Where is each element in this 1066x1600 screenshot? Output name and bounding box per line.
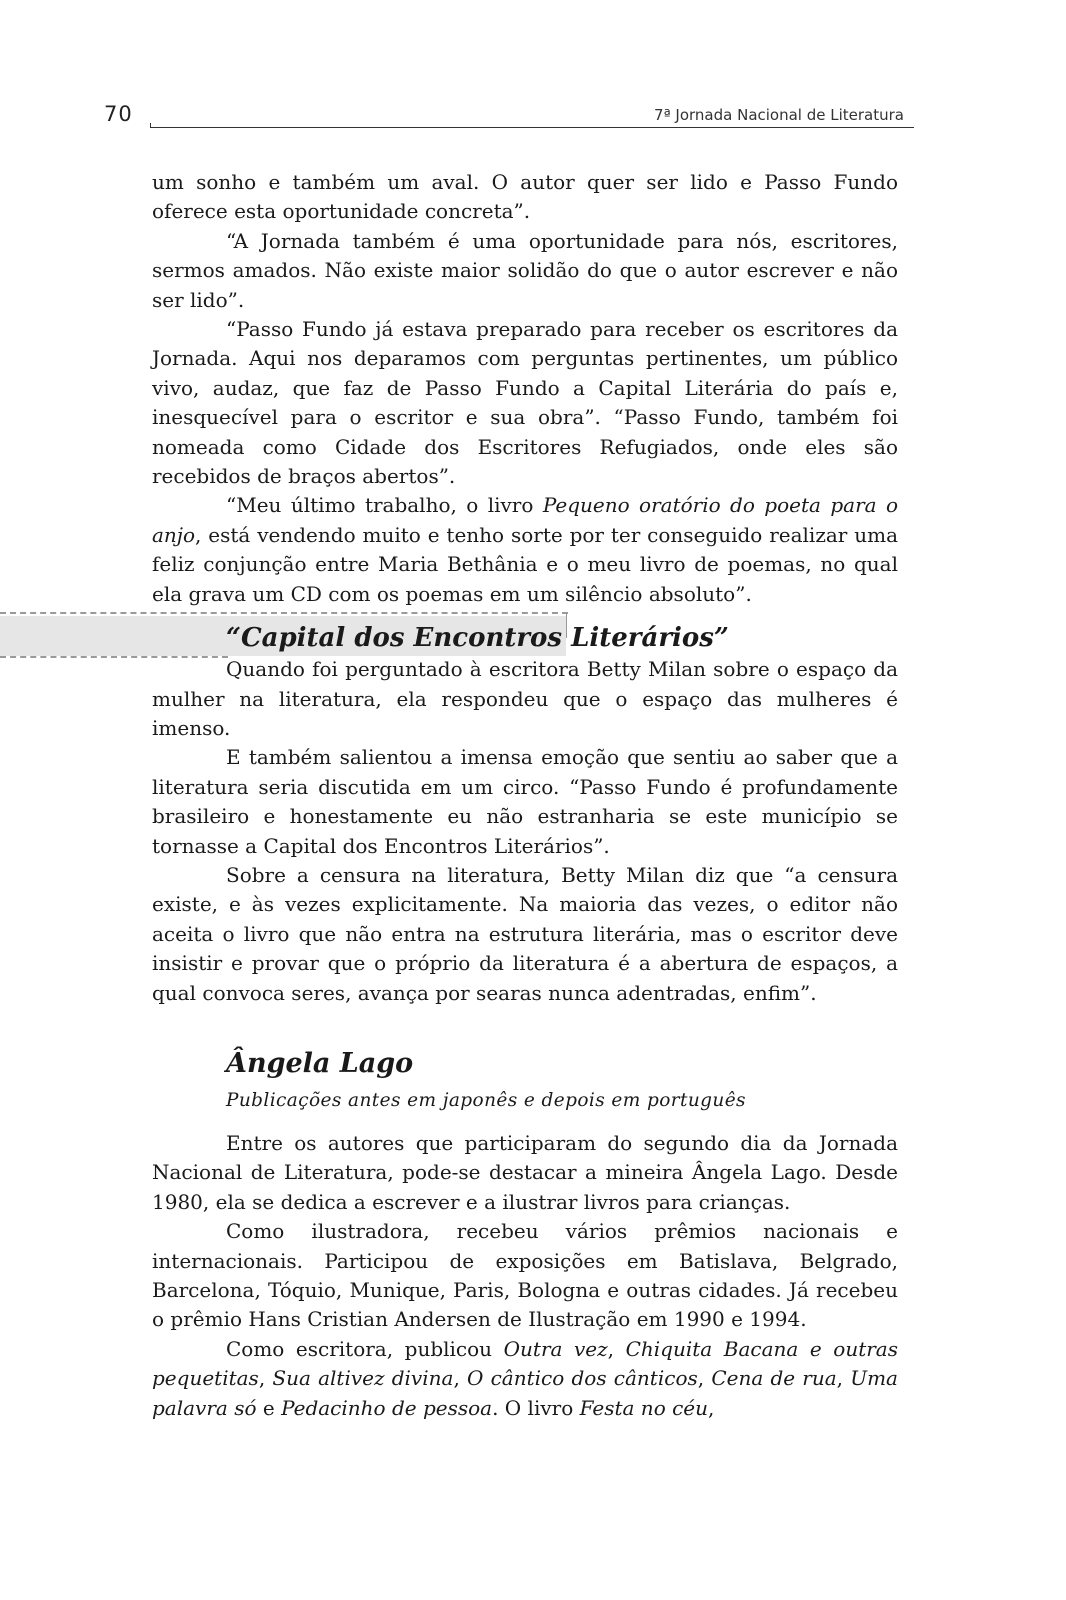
paragraph-text: , está vendendo muito e tenho sorte por ter conseguido realizar uma feliz conjunção entre Maria Bethânia e o meu livro de poemas, no qual ela grava um CD com os poemas em um silêncio absoluto”.: [152, 522, 898, 606]
paragraph-text: . O livro: [492, 1395, 580, 1420]
body-paragraph: [152, 491, 898, 609]
paragraph-text: ,: [708, 1395, 715, 1420]
paragraph-text: ,: [836, 1366, 851, 1391]
body-paragraph: [152, 227, 898, 315]
paragraph-text: ,: [607, 1336, 626, 1361]
paragraph-text: ,: [258, 1366, 273, 1391]
book-title: Pequeno oratório do poeta para o anjo: [152, 493, 898, 547]
body-paragraph: Entre os autores que participaram do segundo dia da Jornada Nacional de Literatura, pode-se destacar a mineira Ângela Lago. Desde 1980, ela se dedica a escrever e a ilustrar livros para crianças.: [152, 1130, 898, 1214]
body-paragraph: E também salientou a imensa emoção que sentiu ao saber que a literatura seria discutida em um circo. “Passo Fundo é profundamente brasileiro e honestamente eu não estranharia se este município se tornasse a Capital dos Encontros Literários”.: [152, 745, 898, 858]
paragraph-text: “Passo Fundo já estava preparado para receber os escritores da Jornada. Aqui nos deparamos com perguntas pertinentes, um público vivo, audaz, que faz de Passo Fundo a Capital Literária do país e, inesquecível para o escritor e sua obra”. “Passo Fundo, também foi nomeada como Cidade dos Escritores Refugiados, onde eles são recebidos de braços abertos”.: [152, 317, 898, 489]
book-title: Cena de rua: [711, 1366, 837, 1391]
page-number: 70: [104, 102, 133, 126]
book-title: Outra vez: [503, 1336, 608, 1361]
body-paragraph: [152, 168, 898, 227]
page-header: [104, 100, 914, 132]
header-rule: [150, 127, 914, 128]
paragraph-text: “Meu último trabalho, o livro: [226, 493, 543, 518]
paragraph-text: ,: [697, 1366, 712, 1391]
page-body: [152, 168, 898, 1423]
book-title: Chiquita Bacana e outras pequetitas: [152, 1336, 898, 1391]
book-title: O cântico dos cânticos: [467, 1366, 698, 1391]
body-paragraph: Quando foi perguntado à escritora Betty Milan sobre o espaço da mulher na literatura, ela respondeu que o espaço das mulheres é imenso.: [152, 657, 898, 740]
paragraph-text: “A Jornada também é uma oportunidade para nós, escritores, sermos amados. Não existe maior solidão do que o autor escrever e não ser lido”.: [152, 228, 898, 312]
section-title: “Capital dos Encontros Literários”: [226, 623, 729, 654]
paragraph-text: um sonho e também um aval. O autor quer ser lido e Passo Fundo oferece esta oportunidade concreta”.: [152, 170, 898, 224]
book-title: Pedacinho de pessoa: [281, 1395, 493, 1420]
profile-title: Ângela Lago: [226, 1047, 414, 1079]
paragraph-text: e: [256, 1395, 282, 1420]
book-title: Sua altivez divina: [272, 1366, 454, 1391]
running-title: 7ª Jornada Nacional de Literatura: [654, 106, 904, 124]
body-paragraph: Como ilustradora, recebeu vários prêmios nacionais e internacionais. Participou de exposições em Batislava, Belgrado, Barcelona, Tóquio, Munique, Paris, Bologna e outras cidades. Já recebeu o prêmio Hans Cristian Andersen de Ilustração em 1990 e 1994.: [152, 1219, 898, 1332]
profile-subtitle: Publicações antes em japonês e depois em português: [226, 1089, 746, 1111]
book-title: Festa no céu: [579, 1395, 709, 1420]
body-paragraph: [152, 1335, 898, 1423]
paragraph-text: ,: [453, 1366, 467, 1391]
body-paragraph: Sobre a censura na literatura, Betty Milan diz que “a censura existe, e às vezes explicitamente. Na maioria das vezes, o editor não aceita o livro que não entra na estrutura literária, mas o escritor deve insistir e provar que o próprio da literatura é a abertura de espaços, a qual convoca seres, avança por searas nunca adentradas, enfim”.: [152, 862, 898, 1005]
paragraph-text: Como escritora, publicou: [226, 1336, 504, 1361]
body-paragraph: [152, 315, 898, 491]
book-title: Uma palavra só: [152, 1366, 898, 1420]
